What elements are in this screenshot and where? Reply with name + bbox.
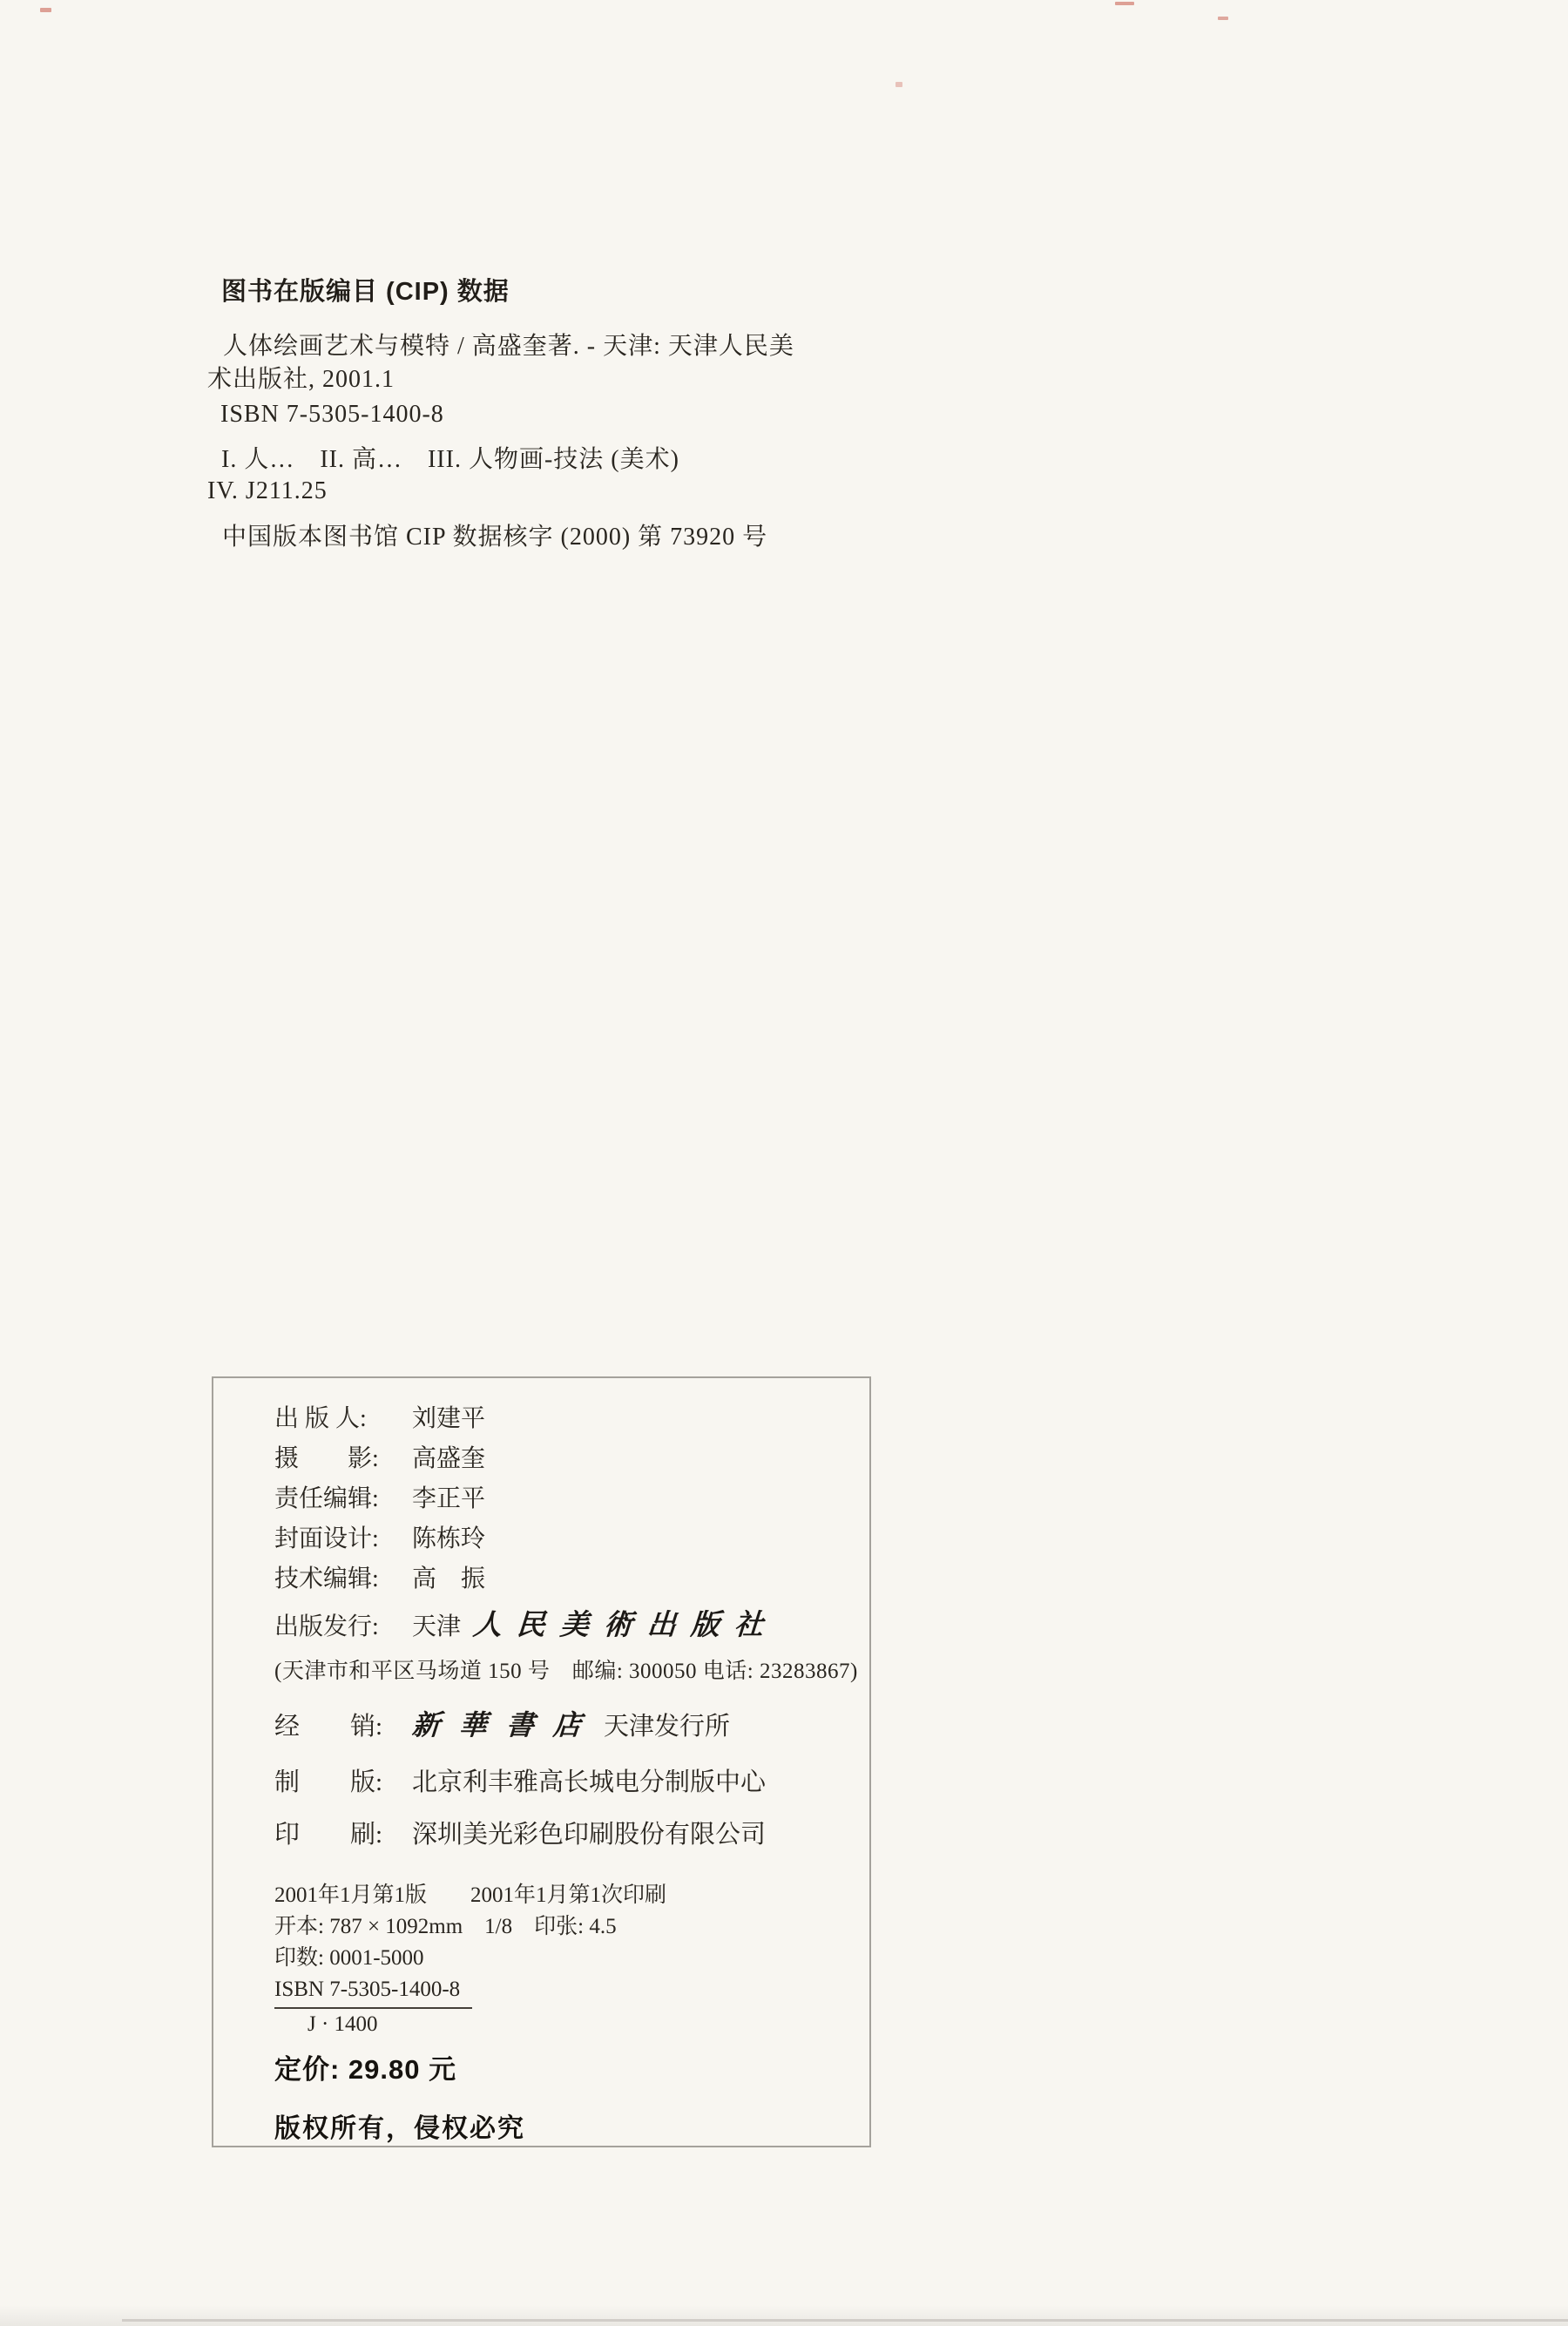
edition-line: 2001年1月第1版 2001年1月第1次印刷 <box>274 1883 667 1907</box>
credit-value: 陈栋玲 <box>412 1525 486 1552</box>
cip-line-title: 人体绘画艺术与模特 / 高盛奎著. - 天津: 天津人民美 <box>223 333 794 360</box>
isbn-number: ISBN 7-5305-1400-8 <box>274 1974 472 2009</box>
credit-label: 责任编辑: <box>274 1485 379 1512</box>
cip-line-class-number: IV. J211.25 <box>207 477 328 504</box>
credit-value: 李正平 <box>412 1485 486 1512</box>
credit-label: 出 版 人: <box>274 1405 367 1432</box>
distribution-row <box>274 1706 869 1744</box>
credit-value: 高 振 <box>412 1565 486 1592</box>
credit-value: 高盛奎 <box>412 1445 486 1472</box>
page-edge-line <box>122 2319 1568 2322</box>
credit-row-editor <box>274 1479 869 1519</box>
scan-mark <box>1218 17 1228 20</box>
cip-line-record-number: 中国版本图书馆 CIP 数据核字 (2000) 第 73920 号 <box>222 524 768 551</box>
publisher-address: (天津市和平区马场道 150 号 邮编: 300050 电话: 23283867) <box>274 1660 858 1683</box>
colophon-box <box>212 1376 871 2147</box>
cip-line-isbn: ISBN 7-5305-1400-8 <box>220 401 444 428</box>
credit-label: 技术编辑: <box>274 1565 379 1592</box>
scan-mark <box>40 8 51 12</box>
printing-label: 印 刷: <box>274 1821 383 1849</box>
copyright-notice: 版权所有，侵权必究 <box>274 2114 525 2143</box>
isbn-line <box>274 1974 869 2009</box>
plate-label: 制 版: <box>274 1768 383 1796</box>
scan-mark <box>1115 2 1134 5</box>
bookstore-calligraphy-logo: 新華書店 <box>410 1708 602 1741</box>
credit-row-cover-design <box>274 1519 869 1559</box>
publisher-city: 天津 <box>412 1613 462 1640</box>
cip-line-publisher: 术出版社, 2001.1 <box>207 366 395 393</box>
credit-label: 封面设计: <box>274 1525 379 1552</box>
scan-mark <box>896 82 902 87</box>
cip-block <box>207 275 887 553</box>
distribution-label: 经 销: <box>274 1713 383 1741</box>
book-number: J · 1400 <box>308 2012 378 2036</box>
publisher-calligraphy-logo: 人民美術出版社 <box>471 1607 780 1641</box>
page-edge-shading <box>0 2305 1568 2326</box>
plate-value: 北京利丰雅高长城电分制版中心 <box>412 1768 767 1796</box>
credit-row-technical-editor <box>274 1559 869 1599</box>
format-line: 开本: 787 × 1092mm 1/8 印张: 4.5 <box>274 1915 617 1938</box>
publisher-row <box>274 1606 869 1643</box>
publisher-label: 出版发行: <box>274 1613 379 1640</box>
credit-value: 刘建平 <box>412 1405 486 1432</box>
credit-label: 摄 影: <box>274 1445 379 1472</box>
print-spec-block <box>274 1880 869 2040</box>
credit-row-publisher-person <box>274 1399 869 1439</box>
plate-making-row <box>274 1763 869 1802</box>
distribution-branch: 天津发行所 <box>604 1713 731 1741</box>
printing-row <box>274 1815 869 1854</box>
credit-row-photography <box>274 1439 869 1479</box>
cip-header: 图书在版编目 (CIP) 数据 <box>221 278 510 306</box>
printing-value: 深圳美光彩色印刷股份有限公司 <box>412 1821 767 1849</box>
cip-line-classification: I. 人… II. 高… III. 人物画-技法 (美术) <box>221 446 679 473</box>
price-line: 定价: 29.80 元 <box>274 2054 457 2085</box>
print-run-line: 印数: 0001-5000 <box>274 1946 424 1970</box>
